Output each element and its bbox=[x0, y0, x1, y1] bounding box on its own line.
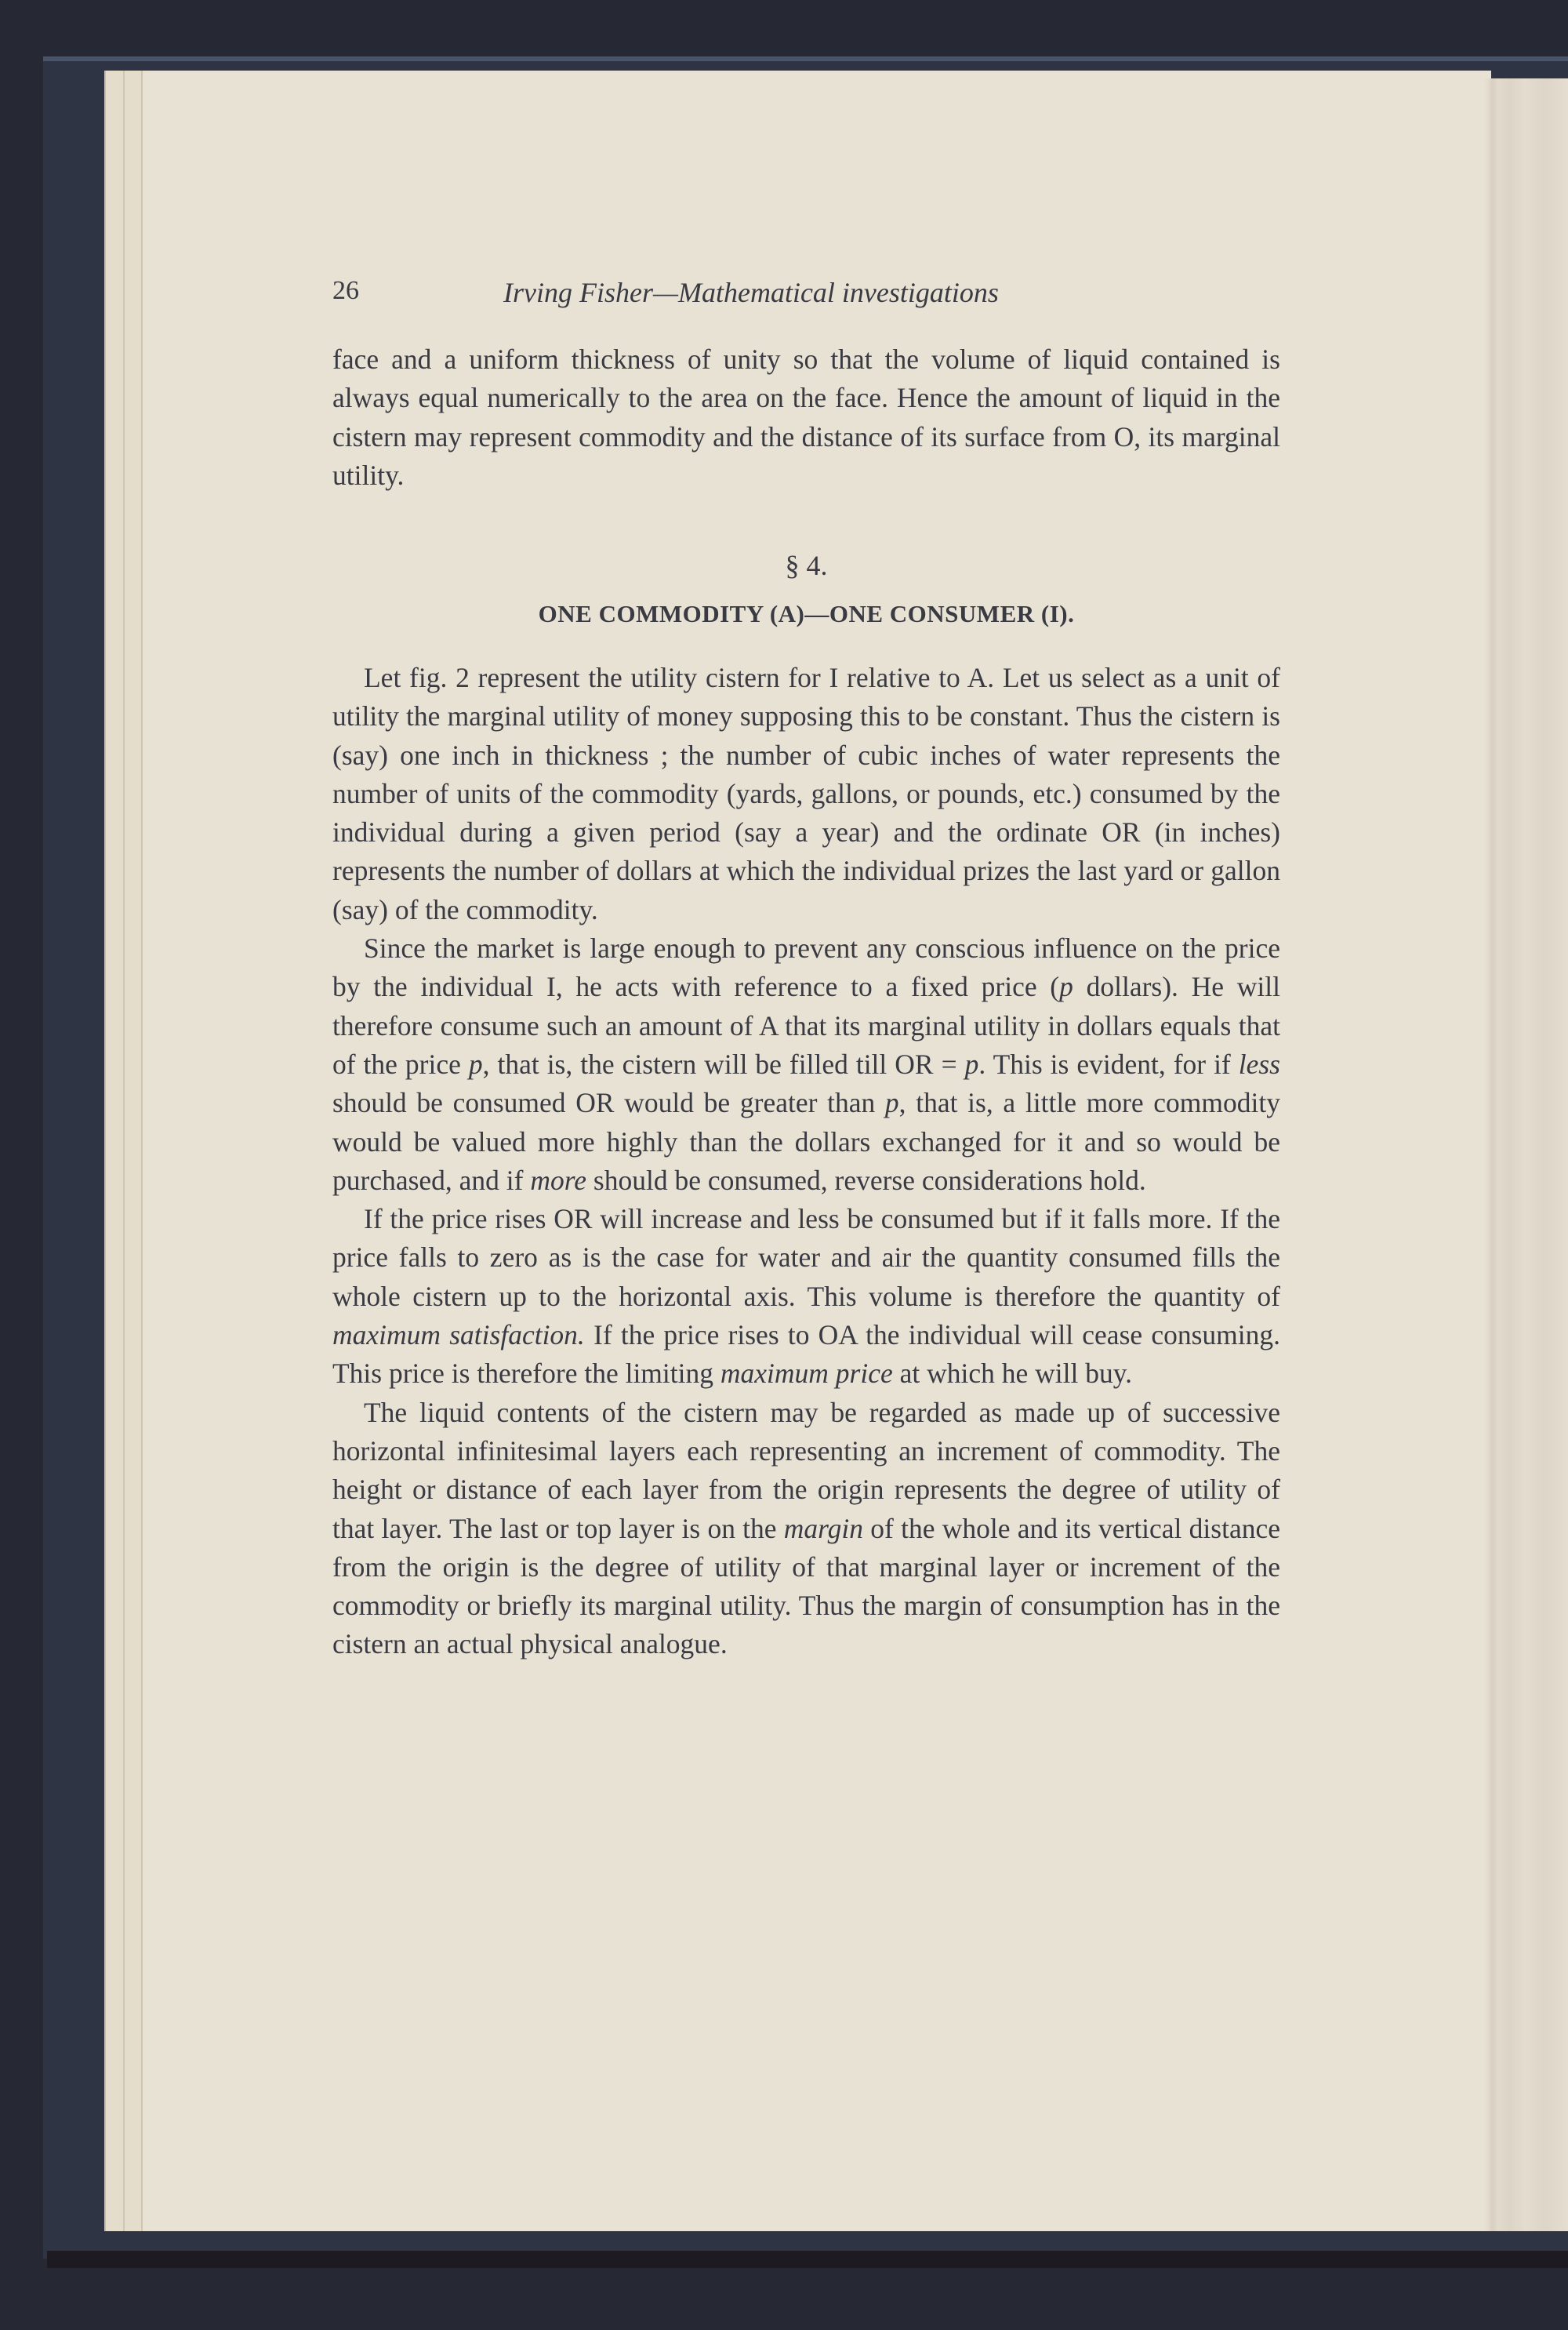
facing-page-gutter bbox=[1490, 78, 1568, 2231]
running-head bbox=[332, 276, 1280, 315]
opening-paragraph: face and a uniform thickness of unity so that the volume of liquid contained is always equal numerically to the area on the face. Hence the amount of liquid in the cistern may represent commodity and the distance of its surface from O, its marginal utility. bbox=[332, 344, 1280, 491]
text-run: . This is evident, for if bbox=[978, 1048, 1239, 1080]
italic-run: more bbox=[530, 1164, 587, 1196]
italic-run: p bbox=[468, 1048, 483, 1080]
text-run: of the whole and its vertical distance from the origin is the degree of utility of that marginal layer or increment of the commodity or briefly its marginal utility. Thus the margin of consumption has in the cistern an actual physical analogue. bbox=[332, 1512, 1280, 1660]
text-run: Since the market is large enough to prevent any conscious influence on the price by the individual I, he acts with reference to a fixed price ( bbox=[332, 932, 1280, 1003]
gutter-shadow bbox=[1484, 78, 1498, 2231]
section-title: ONE COMMODITY (A)—ONE CONSUMER (I). bbox=[538, 600, 1075, 627]
italic-run: less bbox=[1238, 1048, 1280, 1080]
text-run: dollars). He will therefore consume such an amount of A that its marginal utility in dollars equals that of the price bbox=[332, 971, 1281, 1080]
text-run: If the price rises to OA the individual will cease consuming. This price is therefore the limiting bbox=[332, 1319, 1281, 1390]
italic-run: p bbox=[1059, 971, 1073, 1003]
section-mark: § 4. bbox=[785, 550, 828, 581]
italic-run: p bbox=[884, 1087, 899, 1119]
page-edge-line bbox=[123, 71, 125, 2231]
italic-run: margin bbox=[783, 1512, 864, 1544]
italic-run: maximum satisfaction. bbox=[332, 1319, 585, 1351]
text-run: at which he will buy. bbox=[892, 1358, 1133, 1390]
italic-run: maximum price bbox=[720, 1358, 893, 1390]
section-body bbox=[332, 659, 1280, 1664]
opening-paragraph-block bbox=[332, 340, 1280, 495]
page-number: 26 bbox=[332, 276, 359, 305]
text-run: The liquid contents of the cistern may be regarded as made up of successive horizontal infinitesimal layers each representing an increment of commodity. The height or distance of each layer from the origin represents the degree of utility of that layer. The last or top layer is on the bbox=[332, 1396, 1280, 1544]
running-title: Irving Fisher—Mathematical investigations bbox=[503, 277, 999, 308]
paragraph-market-price bbox=[332, 929, 1280, 1200]
text-run: , that is, a little more commodity would be valued more highly than the dollars exchanged for it and so would be purchased, and if bbox=[332, 1087, 1280, 1196]
text-run: , that is, the cistern will be filled till OR = bbox=[482, 1048, 965, 1080]
text-run: should be consumed OR would be greater than bbox=[332, 1087, 885, 1119]
paragraph-price-rises bbox=[332, 1200, 1280, 1393]
text-run: If the price rises OR will increase and less be consumed but if it falls more. If the price falls to zero as is the case for water and air the quantity consumed fills the whole cistern up to the horizontal axis. This volume is therefore the quantity of bbox=[332, 1203, 1280, 1312]
paragraph-fig-2: Let fig. 2 represent the utility cistern for I relative to A. Let us select as a unit of utility the marginal utility of money supposing this to be constant. Thus the cistern is (say) one inch in thickness ; the number of cubic inches of water represents the number of units of the commodity (yards, gallons, or pounds, etc.) consumed by the individual during a given period (say a year) and the ordinate OR (in inches) represents the number of dollars at which the individual prizes the last yard or gallon (say) of the commodity. bbox=[332, 662, 1280, 925]
paragraph-liquid-layers bbox=[332, 1394, 1280, 1664]
book-cover-edge bbox=[47, 2251, 1568, 2268]
italic-run: p bbox=[964, 1048, 979, 1080]
text-run: should be consumed, reverse considerations hold. bbox=[586, 1164, 1146, 1196]
